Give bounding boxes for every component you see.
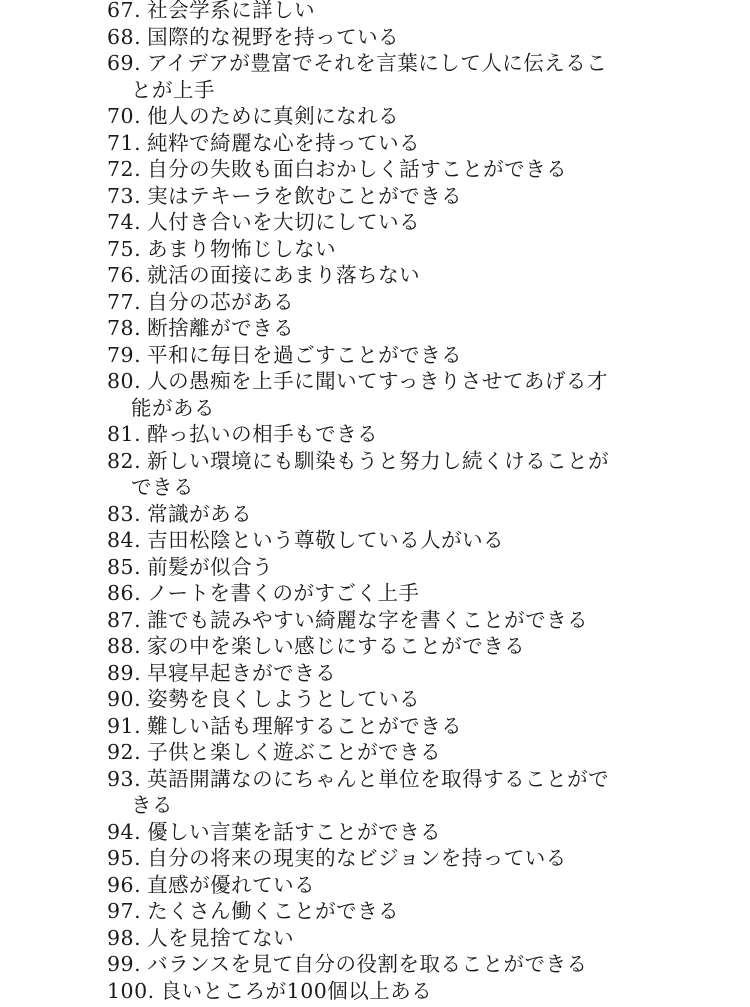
item-text: 就活の面接にあまり落ちない [147,263,421,287]
item-text: 難しい話も理解することができる [147,713,463,738]
item-number: 69 . [107,50,141,77]
item-number: 82 . [107,448,141,475]
list-item-first-line [107,633,647,660]
list-item-first-line [107,448,647,475]
item-text-continuation: 能がある [131,395,215,420]
list-item-first-line [107,766,647,793]
list-item [107,660,647,687]
list-item [107,50,647,103]
list-item [107,130,647,157]
list-item [107,342,647,369]
item-text: 人の愚痴を上手に聞いてすっきりさせてあげる才 [147,369,608,393]
list-item-first-line [107,183,647,210]
item-number: 91 . [107,713,141,740]
list-item [107,236,647,263]
item-text: 家の中を楽しい感じにすることができる [147,634,526,658]
list-item-first-line [107,951,647,978]
list-item-first-line [107,24,647,51]
list-item [107,24,647,51]
item-number: 71 . [107,130,141,157]
list-item [107,580,647,607]
item-number: 92 . [107,739,141,766]
item-text: 平和に毎日を過ごすことができる [147,342,463,367]
item-text: 早寝早起きができる [147,660,337,685]
item-text-continuation: とが上手 [131,77,215,102]
list-item [107,554,647,581]
list-item [107,713,647,740]
item-text: 自分の芯がある [147,289,295,314]
list-item-first-line [107,421,647,448]
list-item [107,872,647,899]
list-item [107,315,647,342]
list-item [107,686,647,713]
list-item [107,527,647,554]
list-item-first-line [107,50,647,77]
item-text: 人を見捨てない [147,925,295,950]
item-text: 子供と楽しく遊ぶことができる [147,740,442,764]
item-text: 英語開講なのにちゃんと単位を取得することがで [147,766,610,791]
item-number: 77 . [107,289,141,316]
list-item [107,925,647,952]
item-number: 68 . [107,24,141,51]
list-item [107,819,647,846]
list-item [107,951,647,978]
list-item-first-line [107,342,647,369]
item-number: 78 . [107,315,141,342]
list-item-first-line [107,368,647,395]
item-text: 社会学系に詳しい [147,0,316,22]
list-item [107,209,647,236]
item-text: 断捨離ができる [147,316,295,340]
list-item [107,0,647,24]
item-number: 73 . [107,183,141,210]
item-text-continuation: きる [131,793,173,817]
item-number: 100 . [107,978,155,1005]
list-item-first-line [107,262,647,289]
list-item [107,103,647,130]
list-item [107,448,647,501]
item-number: 80 . [107,368,141,395]
list-item-first-line [107,236,647,263]
list-item [107,633,647,660]
item-text: 常識がある [147,501,253,526]
item-text: 良いところが100個以上ある [160,978,433,1003]
list-item [107,766,647,819]
list-item [107,289,647,316]
item-text: 国際的な視野を持っている [147,24,400,49]
item-number: 86 . [107,580,141,607]
item-number: 95 . [107,845,141,872]
item-number: 81 . [107,421,141,448]
item-number: 83 . [107,501,141,528]
item-text: 前髪が似合う [147,554,274,579]
list-item-first-line [107,315,647,342]
item-text: 自分の将来の現実的なビジョンを持っている [147,846,567,870]
list-item-first-line [107,103,647,130]
list-item-first-line [107,289,647,316]
item-number: 76 . [107,262,141,289]
list-item [107,368,647,421]
item-number: 98 . [107,925,141,952]
item-number: 88 . [107,633,141,660]
item-text: アイデアが豊富でそれを言葉にして人に伝えるこ [147,51,608,75]
item-text: 新しい環境にも馴染もうと努力し続くけることが [147,448,610,473]
item-number: 75 . [107,236,141,263]
list-item [107,898,647,925]
list-item [107,156,647,183]
list-item [107,845,647,872]
list-item-first-line [107,209,647,236]
item-number: 70 . [107,103,141,130]
list-item-first-line [107,898,647,925]
list-item-first-line [107,978,647,1005]
item-number: 72 . [107,156,141,183]
list-item-first-line [107,686,647,713]
item-text: 自分の失敗も面白おかしく話すことができる [147,157,568,181]
item-number: 93 . [107,766,141,793]
item-text: ノートを書くのがすごく上手 [147,581,420,605]
list-item-first-line [107,527,647,554]
list-item [107,739,647,766]
list-item-first-line [107,925,647,952]
item-number: 96 . [107,872,141,899]
list-item-first-line [107,580,647,607]
item-number: 97 . [107,898,141,925]
numbered-list [107,0,647,1004]
list-item [107,183,647,210]
item-text: 純粋で綺麗な心を持っている [147,130,421,155]
list-item-first-line [107,660,647,687]
item-number: 84 . [107,527,141,554]
item-text: 人付き合いを大切にしている [147,210,421,234]
item-text-continuation: できる [131,475,194,499]
item-text: 姿勢を良くしようとしている [147,687,421,711]
list-item-first-line [107,554,647,581]
list-item [107,501,647,528]
item-text: 他人のために真剣になれる [147,104,400,128]
item-number: 85 . [107,554,141,581]
list-item-first-line [107,607,647,634]
item-text: 実はテキーラを飲むことができる [147,183,463,208]
list-item-first-line [107,130,647,157]
item-text: 優しい言葉を話すことができる [147,819,442,844]
item-number: 89 . [107,660,141,687]
list-item-first-line [107,819,647,846]
list-item-first-line [107,872,647,899]
item-text: 吉田松陰という尊敬している人がいる [147,528,505,552]
list-item-first-line [107,713,647,740]
item-text: 酔っ払いの相手もできる [147,422,379,446]
item-number: 99 . [107,951,141,978]
list-item-first-line [107,156,647,183]
item-number: 90 . [107,686,141,713]
item-number: 74 . [107,209,141,236]
item-text: バランスを見て自分の役割を取ることができる [147,952,588,976]
list-item [107,978,647,1005]
item-number: 87 . [107,607,141,634]
item-number: 79 . [107,342,141,369]
item-number: 94 . [107,819,141,846]
item-text: 直感が優れている [147,872,316,897]
item-text: たくさん働くことができる [147,899,400,923]
list-item [107,262,647,289]
item-text: あまり物怖じしない [147,236,337,261]
list-item [107,607,647,634]
list-item-first-line [107,739,647,766]
list-item-first-line [107,0,647,24]
item-text: 誰でも読みやすい綺麗な字を書くことができる [147,607,589,632]
list-item-first-line [107,845,647,872]
list-item [107,421,647,448]
list-item-first-line [107,501,647,528]
item-number: 67 . [107,0,141,24]
